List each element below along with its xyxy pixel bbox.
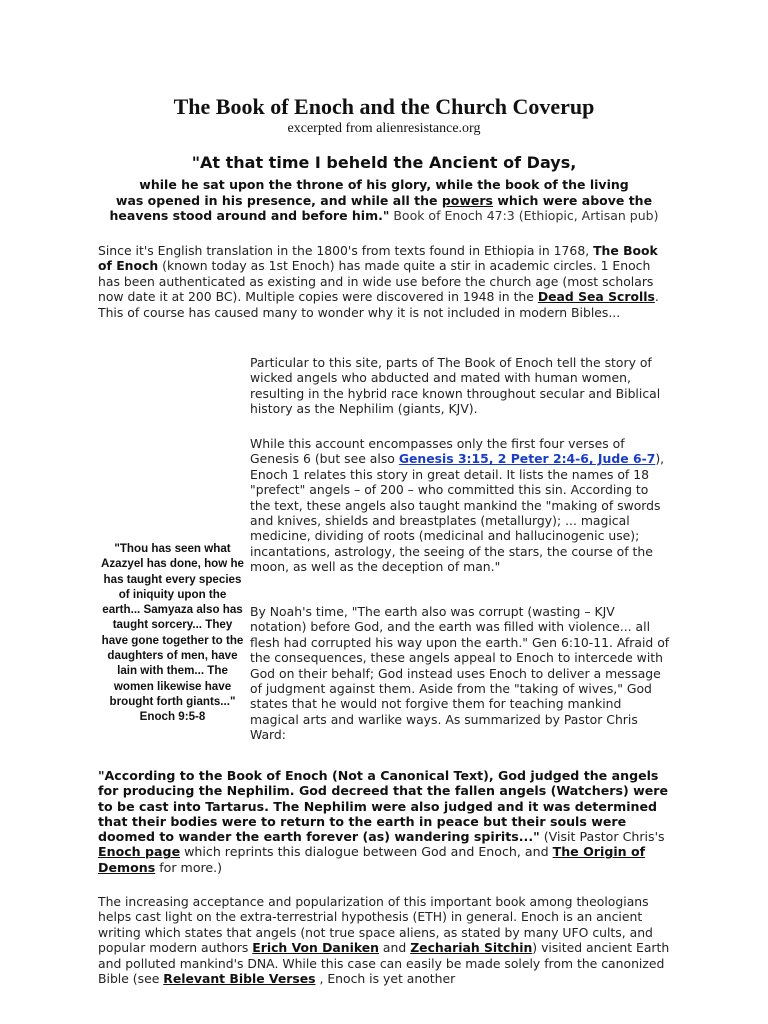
- intro-book-title: The Book of Enoch: [98, 243, 658, 274]
- genesis-verses-link[interactable]: Genesis 3:15, 2 Peter 2:4-6, Jude 6-7: [398, 451, 656, 467]
- genesis-paragraph: [250, 436, 670, 575]
- sitchin-link[interactable]: Zechariah Sitchin: [410, 940, 533, 956]
- opening-quote-headline: "At that time I beheld the Ancient of Days,: [191, 153, 577, 172]
- ward-quote-text: "According to the Book of Enoch (Not a Canonical Text), God judged the angels for producing the Nephilim. God decreed that the fallen angels (Watchers) were to be cast into Tartarus. The Nephilim were also judged and it was determined that their bodies were to return to the earth in peace but their souls were doomed to wander the earth forever (as) wandering spirits...": [98, 768, 669, 845]
- ward-text-1: (Visit Pastor Chris's: [539, 829, 665, 845]
- final-text-2: and: [378, 940, 411, 956]
- intro-text-3: . This of course has caused many to wonder why it is not included in modern Bibles...: [98, 289, 659, 320]
- angels-paragraph: Particular to this site, parts of The Book of Enoch tell the story of wicked angels who abducted and mated with human women, resulting in the hybrid race known throughout secular and Biblical history as the Nephilim (giants, KJV).: [250, 355, 661, 417]
- relevant-bible-verses-link[interactable]: Relevant Bible Verses: [163, 971, 316, 987]
- final-paragraph: [98, 894, 670, 986]
- page-subtitle: excerpted from alienresistance.org: [287, 121, 481, 136]
- enoch-page-link[interactable]: Enoch page: [98, 844, 181, 860]
- page-title: The Book of Enoch and the Church Coverup: [173, 94, 595, 119]
- ward-quote-paragraph: [98, 768, 678, 875]
- quote-line-2-post: which were above the: [493, 192, 653, 208]
- quote-citation: Book of Enoch 47:3 (Ethiopic, Artisan pub): [389, 208, 659, 223]
- genesis-text-2: ), Enoch 1 relates this story in great detail. It lists the names of 18 "prefect" angels – of 200 – who committed this sin. According to the text, these angels also taught mankind the "making of swords and knives, shields and breastplates (metallurgy); ... magical medicine, dividing of roots (medicinal and hallucinogenic use); incantations, astrology, the seeing of the stars, the course of the moon, as well as the deception of man.": [250, 451, 665, 575]
- opening-quote: [60, 177, 708, 224]
- intro-text-1: Since it's English translation in the 1800's from texts found in Ethiopia in 1768,: [98, 243, 594, 258]
- quote-line-3: heavens stood around and before him.": [109, 208, 390, 223]
- powers-link[interactable]: powers: [441, 192, 493, 208]
- final-text-4: , Enoch is yet another: [315, 971, 456, 987]
- intro-text-2: (known today as 1st Enoch) has made quite a stir in academic circles. 1 Enoch has been authenticated as existing and in wide use before the church age (most scholars now date it at 200 BC). Multiple copies were discovered in 1948 in the: [98, 258, 654, 305]
- dead-sea-scrolls-link[interactable]: Dead Sea Scrolls: [537, 289, 655, 305]
- von-daniken-link[interactable]: Erich Von Daniken: [252, 940, 379, 956]
- genesis-text-1: While this account encompasses only the first four verses of Genesis 6 (but see also: [250, 436, 625, 467]
- quote-line-2-pre: was opened in his presence, and while all the: [115, 192, 442, 208]
- quote-line-1: while he sat upon the throne of his glory, while the book of the living: [139, 177, 629, 192]
- final-text-3: ) visited ancient Earth and polluted mankind's DNA. While this case can easily be made solely from the canonized Bible (see: [98, 940, 670, 987]
- ward-text-3: for more.): [155, 859, 223, 875]
- final-text-1: The increasing acceptance and popularization of this important book among theologians helps cast light on the extra-terrestrial hypothesis (ETH) in general. Enoch is an ancient writing which states that angels (not true space aliens, as stated by many UFO cults, and popular modern authors: [98, 894, 653, 956]
- enoch-side-quote: [100, 541, 245, 725]
- side-quote-text: "Thou has seen what Azazyel has done, how he has taught every species of iniquity upon the earth... Samyaza also has taught sorcery... They have gone together to the daughters of men, have lain with them... The women likewise have brought forth giants...": [100, 542, 245, 708]
- origin-of-demons-link[interactable]: The Origin of Demons: [98, 844, 646, 875]
- intro-paragraph: [98, 243, 670, 320]
- ward-text-2: which reprints this dialogue between God and Enoch, and: [180, 844, 553, 860]
- side-quote-reference: Enoch 9:5-8: [139, 710, 206, 724]
- noah-paragraph: By Noah's time, "The earth also was corrupt (wasting – KJV notation) before God, and the earth was filled with violence... all flesh had corrupted his way upon the earth." Gen 6:10-11. Afraid of the consequences, these angels appeal to Enoch to intercede with God on their behalf; God instead uses Enoch to deliver a message of judgment against them. Aside from the "taking of wives," God states that he would not forgive them for teaching mankind magical arts and warlike ways. As summarized by Pastor Chris Ward:: [250, 604, 670, 743]
